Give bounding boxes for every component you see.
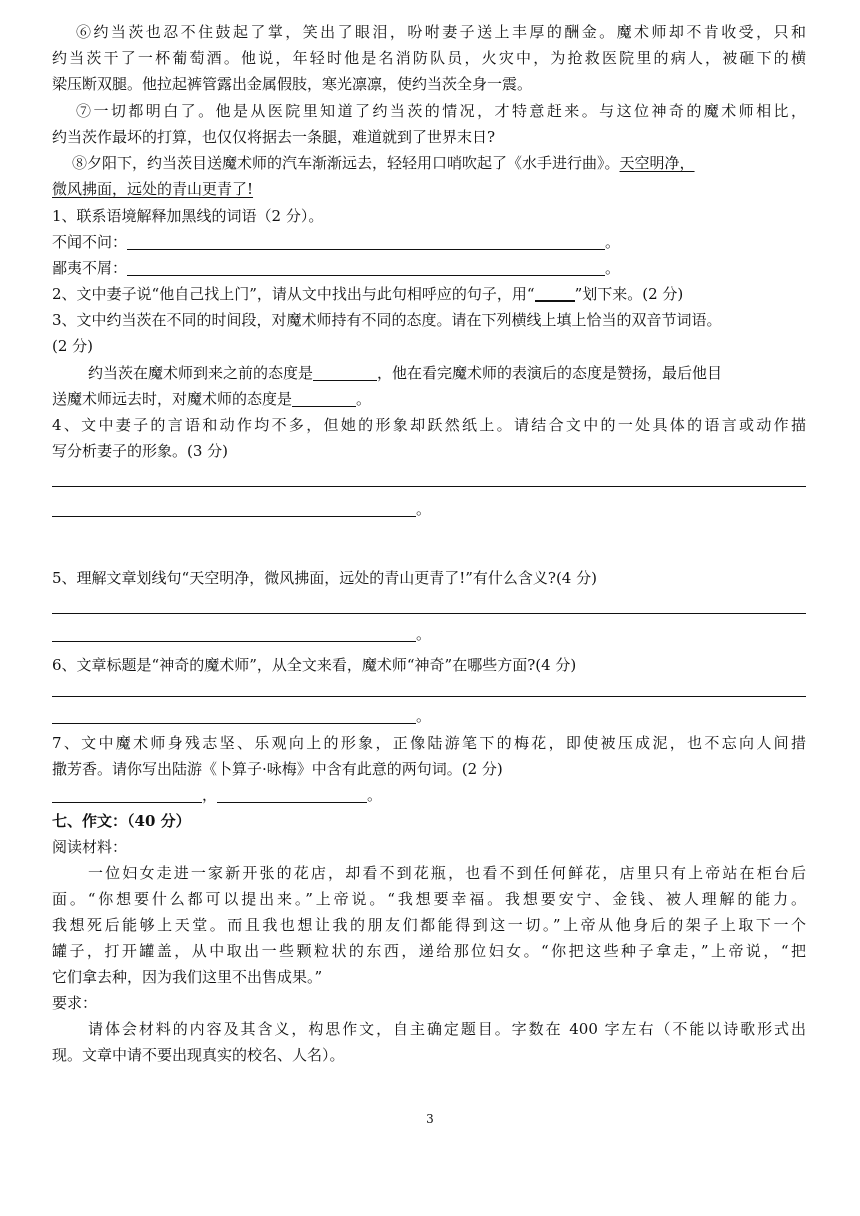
answer-blank[interactable]	[127, 233, 605, 250]
material-line3: 我想死后能够上天堂。而且我也想让我的朋友们都能得到这一切。”上帝从他身后的架子上取下一个	[52, 916, 806, 934]
answer-line-short: 。	[52, 706, 431, 726]
requirements-label: 要求：	[52, 994, 98, 1012]
question-6: 6、文章标题是“神奇的魔术师”，从全文来看，魔术师“神奇”在哪些方面?(4 分)	[52, 656, 577, 674]
question-3-line1: 3、文中约当茨在不同的时间段，对魔术师持有不同的态度。请在下列横线上填上恰当的双音节词语。	[52, 311, 722, 329]
term-label: 不闻不问：	[52, 233, 128, 251]
question-3-line3: 约当茨在魔术师到来之前的态度是 ，他在看完魔术师的表演后的态度是赞扬，最后他目	[88, 364, 723, 382]
answer-line[interactable]	[52, 613, 806, 614]
answer-line-short: 。	[52, 499, 431, 519]
material-line2: 面。“你想要什么都可以提出来。”上帝说。“我想要幸福。我想要安宁、金钱、被人理解的能力。	[52, 890, 806, 908]
answer-blank[interactable]	[52, 625, 416, 642]
question-2: 2、文中妻子说“他自己找上门”，请从文中找出与此句相呼应的句子，用“ ”划下来。(2 分)	[52, 285, 684, 303]
underlined-sentence-part1: 天空明净，	[619, 154, 695, 172]
material-line4: 罐子，打开罐盖，从中取出一些颗粒状的东西，递给那位妇女。“你把这些种子拿走，”上帝说，“把	[52, 942, 806, 960]
passage-p6-line1: ⑥约当茨也忍不住鼓起了掌，笑出了眼泪，吩咐妻子送上丰厚的酬金。魔术师却不肯收受，只和	[76, 23, 806, 41]
passage-p8-text: ⑧夕阳下，约当茨目送魔术师的汽车渐渐远去，轻轻用口哨吹起了《水手进行曲》。	[72, 154, 620, 172]
requirements-line2: 现。文章中请不要出现真实的校名、人名）。	[52, 1046, 345, 1064]
term-label: 鄙夷不屑：	[52, 259, 128, 277]
essay-heading: 七、作文：（40 分）	[52, 812, 191, 830]
question-3-line4: 送魔术师远去时，对魔术师的态度是 。	[52, 390, 372, 408]
question-5: 5、理解文章划线句“天空明净，微风拂面，远处的青山更青了!”有什么含义?(4 分)	[52, 569, 597, 587]
answer-blank[interactable]	[52, 500, 416, 517]
answer-blank[interactable]	[292, 390, 356, 407]
material-line5: 它们拿去种，因为我们这里不出售成果。”	[52, 968, 323, 986]
question-7-answers: ， 。	[52, 785, 382, 805]
passage-p6-line3: 梁压断双腿。他拉起裤管露出金属假肢，寒光凛凛，使约当茨全身一震。	[52, 75, 533, 93]
underline-sample	[535, 284, 575, 302]
answer-blank[interactable]	[52, 707, 416, 724]
answer-line[interactable]	[52, 696, 806, 697]
answer-blank[interactable]	[127, 259, 605, 276]
answer-blank-1[interactable]	[52, 786, 202, 803]
underlined-sentence-part2: 微风拂面，远处的青山更青了!	[52, 180, 254, 198]
answer-line-short: 。	[52, 624, 431, 644]
question-7-line1: 7、文中魔术师身残志坚、乐观向上的形象，正像陆游笔下的梅花，即使被压成泥，也不忘向人间措	[52, 734, 806, 752]
passage-p7-line1: ⑦一切都明白了。他是从医院里知道了约当茨的情况，才特意赶来。与这位神奇的魔术师相比，	[76, 102, 806, 120]
question-4-line2: 写分析妻子的形象。(3 分)	[52, 442, 229, 460]
question-1-item-b: 鄙夷不屑： 。	[52, 259, 621, 277]
answer-blank[interactable]	[313, 364, 377, 381]
passage-p8-line1	[72, 153, 695, 173]
answer-line[interactable]	[52, 486, 806, 487]
question-7-line2: 撒芳香。请你写出陆游《卜算子·咏梅》中含有此意的两句词。(2 分)	[52, 760, 503, 778]
material-line1: 一位妇女走进一家新开张的花店，却看不到花瓶，也看不到任何鲜花，店里只有上帝站在柜台后	[88, 864, 806, 882]
question-3-line2: (2 分)	[52, 337, 94, 355]
passage-p6-line2: 约当茨干了一杯葡萄酒。他说，年轻时他是名消防队员，火灾中，为抢救医院里的病人，被砸下的横	[52, 49, 806, 67]
page-number: 3	[426, 1112, 434, 1126]
requirements-line1: 请体会材料的内容及其含义，构思作文，自主确定题目。字数在 400 字左右（不能以诗歌形式出	[88, 1020, 806, 1038]
question-4-line1: 4、文中妻子的言语和动作均不多，但她的形象却跃然纸上。请结合文中的一处具体的语言或动作描	[52, 416, 806, 434]
material-label: 阅读材料：	[52, 838, 128, 856]
passage-p7-line2: 约当茨作最坏的打算，也仅仅将据去一条腿，难道就到了世界末日?	[52, 128, 496, 146]
answer-blank-2[interactable]	[217, 786, 367, 803]
question-1-item-a: 不闻不问： 。	[52, 233, 621, 251]
question-1: 1、联系语境解释加黑线的词语（2 分）。	[52, 207, 324, 225]
